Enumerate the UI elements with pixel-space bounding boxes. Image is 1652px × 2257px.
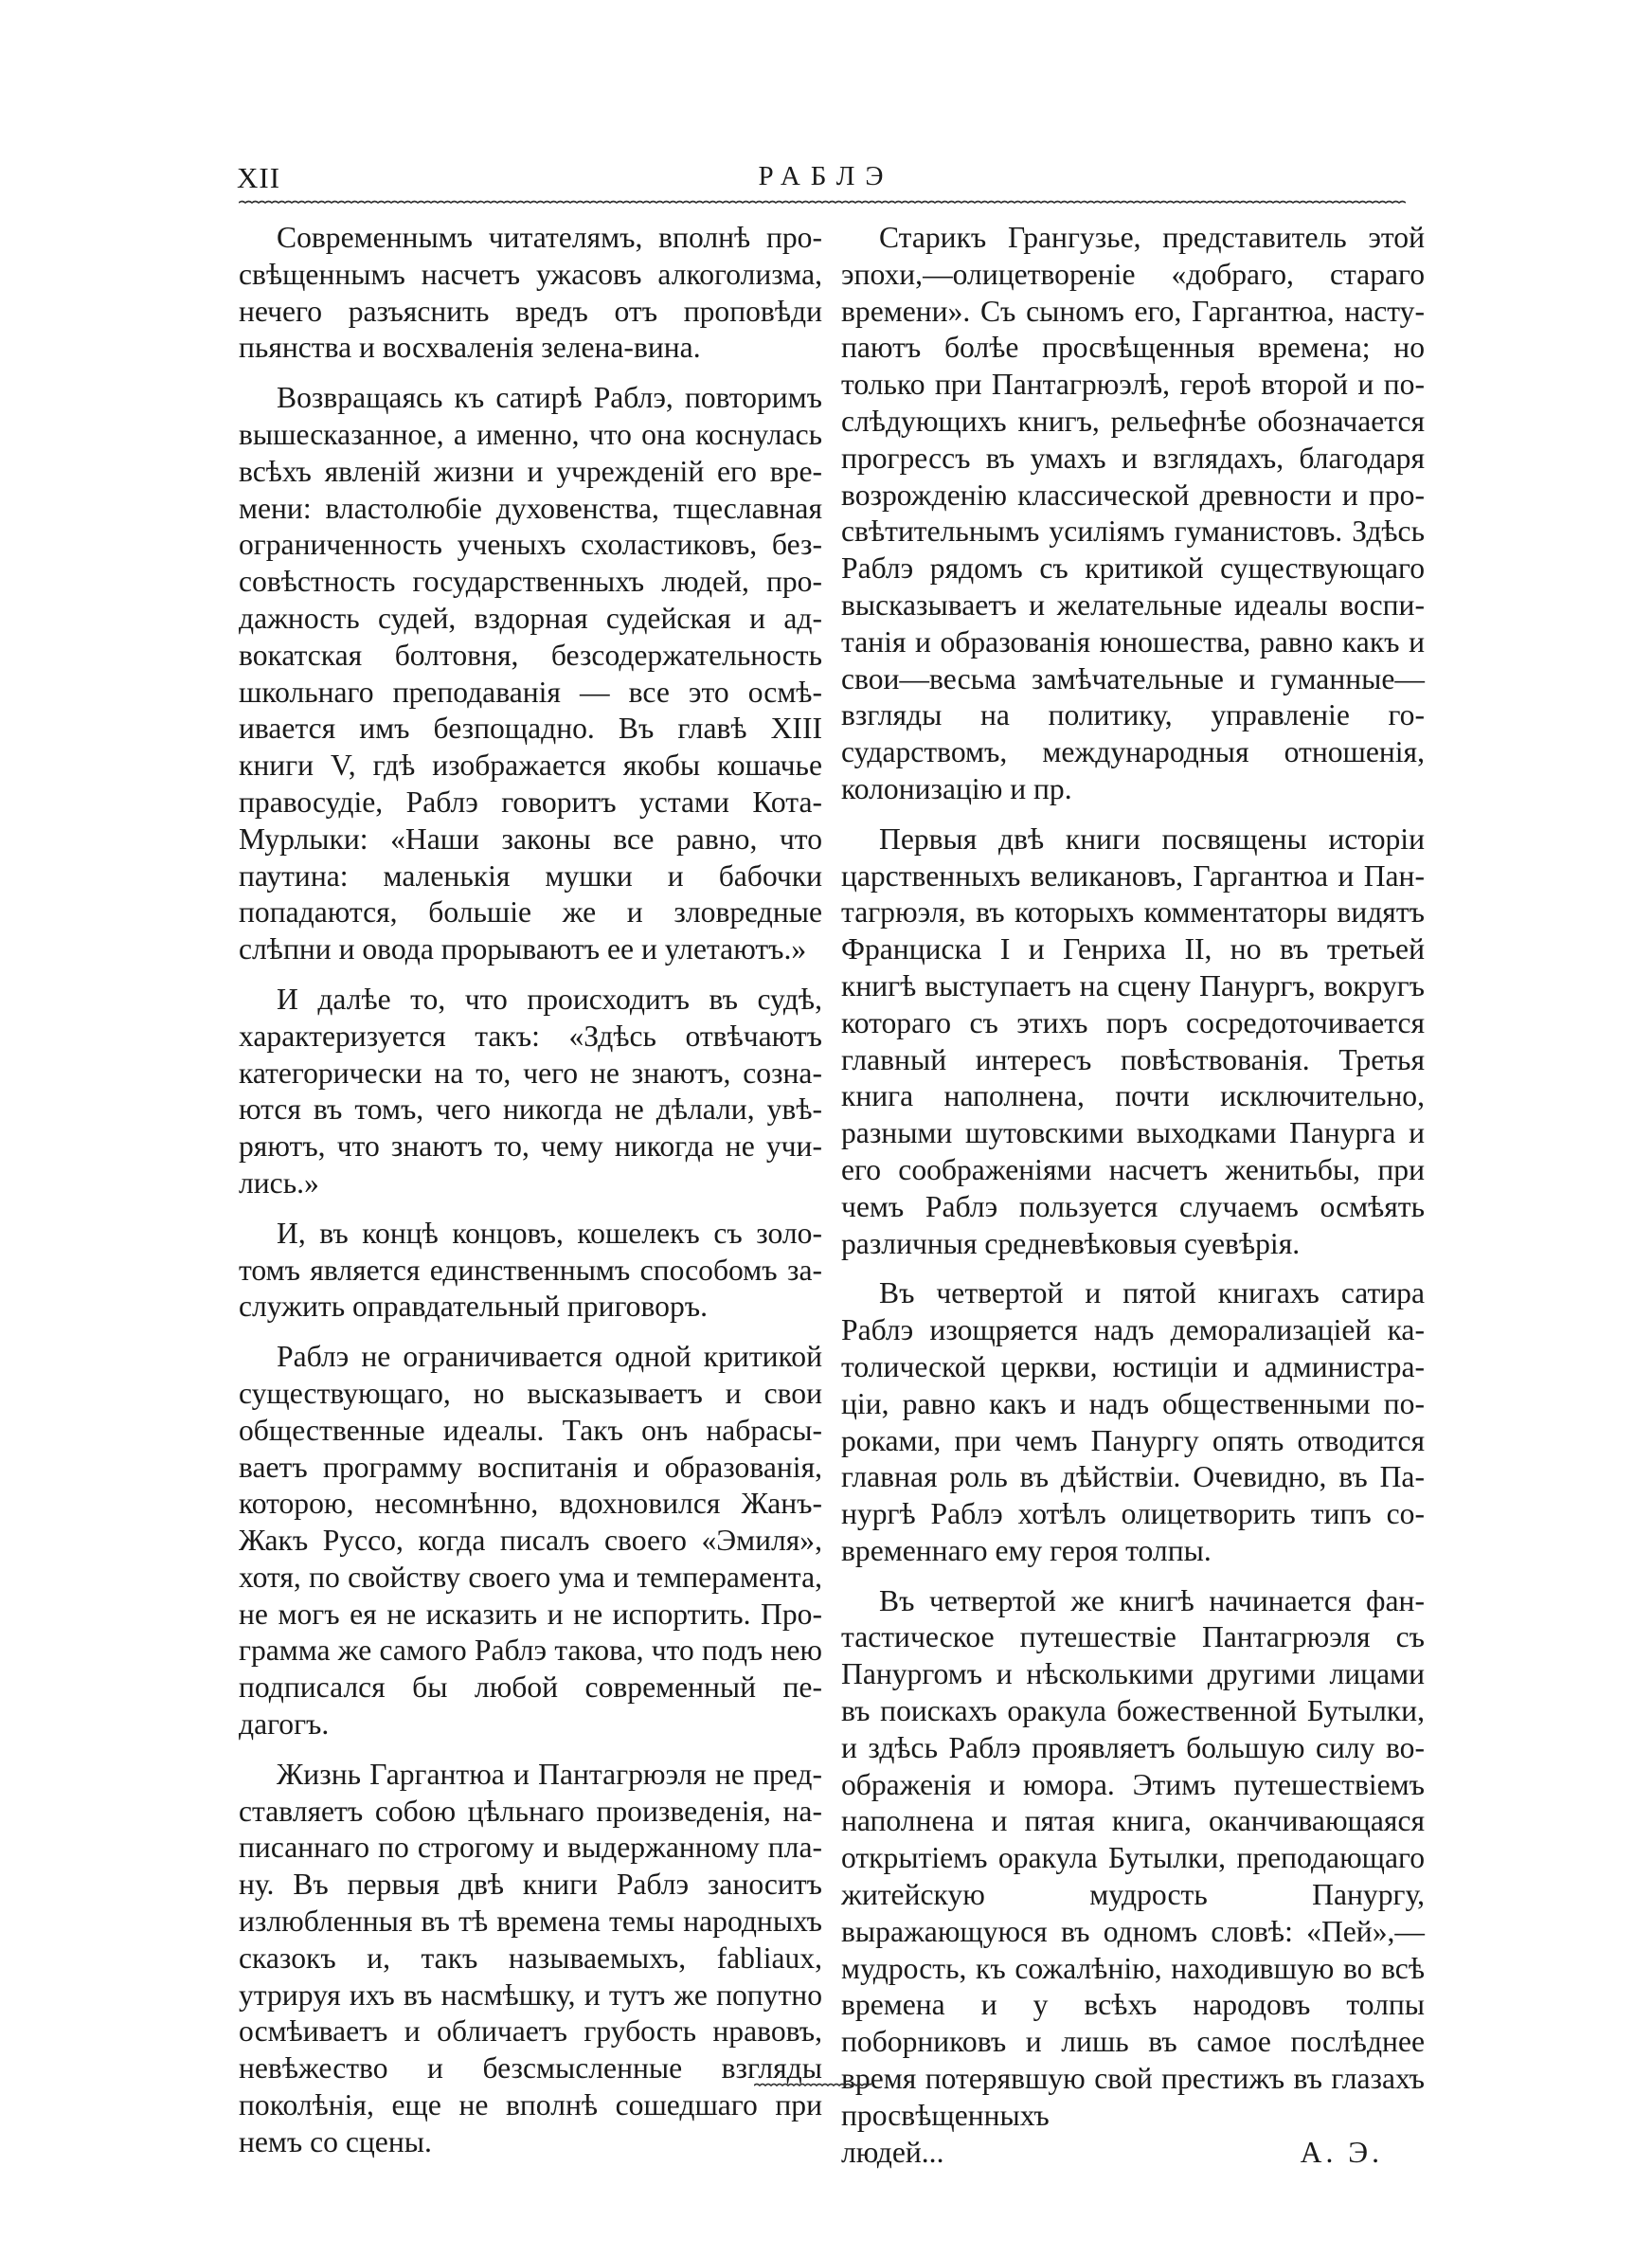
paragraph: Въ четвертой и пятой книгахъ сатира Раблэ изощряется надъ деморализаціей католической церкви, юстиціи и администраціи, равно какъ и надъ общественными пороками, при чемъ Панургу опять отводится главная роль въ дѣйствіи. Очевидно, въ Панургѣ Раблэ хотѣлъ олицетворить типъ современнаго ему героя толпы.	[841, 1276, 1425, 1567]
closing-line	[841, 2135, 1425, 2172]
paragraph: Старикъ Грангузье, представитель этой эпохи,—олицетвореніе «добраго, стараго времени». Съ сыномъ его, Гаргантюа, наступаютъ болѣе просвѣщенныя времена; но только при Пантагрюэлѣ, героѣ второй и послѣдующихъ книгъ, рельефнѣе обозначается прогрессъ въ умахъ и взглядахъ, благодаря возрожденію классической древности и просвѣтительнымъ усиліямъ гуманистовъ. Здѣсь Раблэ рядомъ съ критикой существующаго высказываетъ и желательные идеалы воспитанія и образованія юношества, равно какъ и свои—весьма замѣчательные и гуманные—взгляды на политику, управленіе государствомъ, международныя отношенія, колонизацію и пр.	[841, 221, 1425, 805]
header-wavy-rule	[239, 199, 1406, 207]
paragraph: Современнымъ читателямъ, вполнѣ просвѣщеннымъ насчетъ ужасовъ алкоголизма, нечего разъяснить вредъ отъ проповѣди пьянства и восхваленія зелена-вина.	[239, 221, 822, 365]
end-ornament	[754, 2081, 871, 2090]
paragraph: Раблэ не ограничивается одной критикой существующаго, но высказываетъ и свои общественные идеалы. Такъ онъ набрасываетъ программу воспитанія и образованія, которою, несомнѣнно, вдохновился Жанъ-Жакъ Руссо, когда писалъ своего «Эмиля», хотя, по свойству своего ума и темперамента, не могъ ея не исказить и не испортить. Программа же самого Раблэ такова, что подъ нею подписался бы любой современный педагогъ.	[239, 1340, 822, 1742]
running-title: РАБЛЭ	[758, 161, 894, 191]
paragraph: Первыя двѣ книги посвящены исторіи царственныхъ великановъ, Гаргантюа и Пантагрюэля, въ которыхъ комментаторы видятъ Франциска I и Генриха II, но въ третьей книгѣ выступаетъ на сцену Панургъ, вокругъ котораго съ этихъ поръ сосредоточивается главный интересъ повѣствованія. Третья книга наполнена, почти исключительно, разными шутовскими выходками Панурга и его соображеніями насчетъ женитьбы, при чемъ Раблэ пользуется случаемъ осмѣять различныя средневѣковыя суевѣрія.	[841, 822, 1425, 1260]
paragraph: И, въ концѣ концовъ, кошелекъ съ золотомъ является единственнымъ способомъ заслужить оправдательный приговоръ.	[239, 1216, 822, 1324]
paragraph: Въ четвертой же книгѣ начинается фантастическое путешествіе Пантагрюэля съ Панургомъ и нѣсколькими другими лицами въ поискахъ оракула божественной Бутылки, и здѣсь Раблэ проявляетъ большую силу воображенія и юмора. Этимъ путешествіемъ наполнена и пятая книга, оканчивающаяся открытіемъ оракула Бутылки, преподающаго житейскую мудрость Панургу, выражающуюся въ одномъ словѣ: «Пей»,—мудрость, къ сожалѣнію, находившую во всѣ времена и у всѣхъ народовъ толпы поборниковъ и лишь въ самое послѣднее время потерявшую свой престижъ въ глазахъ просвѣщенныхъ	[841, 1583, 1425, 2132]
paragraph: И далѣе то, что происходитъ въ судѣ, характеризуется такъ: «Здѣсь отвѣчаютъ категорически на то, чего не знаютъ, сознаются въ томъ, чего никогда не дѣлали, увѣряютъ, что знаютъ то, чему никогда не учились.»	[239, 982, 822, 1200]
author-signature: А. Э.	[1300, 2135, 1383, 2169]
right-column	[841, 220, 1425, 2171]
paragraph: Возвращаясь къ сатирѣ Раблэ, повторимъ вышесказанное, а именно, что она коснулась всѣхъ явленій жизни и учрежденій его времени: властолюбіе духовенства, тщеславная ограниченность ученыхъ схоластиковъ, безсовѣстность государственныхъ людей, продажность судей, вздорная судейская и адвокатская болтовня, безсодержательность школьнаго преподаванія — все это осмѣивается имъ безпощадно. Въ главѣ XIII книги V, гдѣ изображается якобы кошачье правосудіе, Раблэ говоритъ устами Кота-Мурлыки: «Наши законы все равно, что паутина: маленькія мушки и бабочки попадаются, большіе же и зловредные слѣпни и овода прорываютъ ее и улетаютъ.»	[239, 381, 822, 966]
left-column	[239, 220, 822, 2161]
paragraph: Жизнь Гаргантюа и Пантагрюэля не представляетъ собою цѣльнаго произведенія, написаннаго по строгому и выдержанному плану. Въ первыя двѣ книги Раблэ заноситъ излюбленныя въ тѣ времена темы народныхъ сказокъ и, такъ называемыхъ, fabliaux, утрируя ихъ въ насмѣшку, и тутъ же попутно осмѣиваетъ и обличаетъ грубость нравовъ, невѣжество и безсмысленные взгляды поколѣнія, еще не вполнѣ сошедшаго при немъ со сцены.	[239, 1757, 822, 2158]
page-header	[220, 157, 1432, 199]
closing-words: людей...	[841, 2135, 944, 2169]
page-number: XII	[237, 161, 281, 194]
